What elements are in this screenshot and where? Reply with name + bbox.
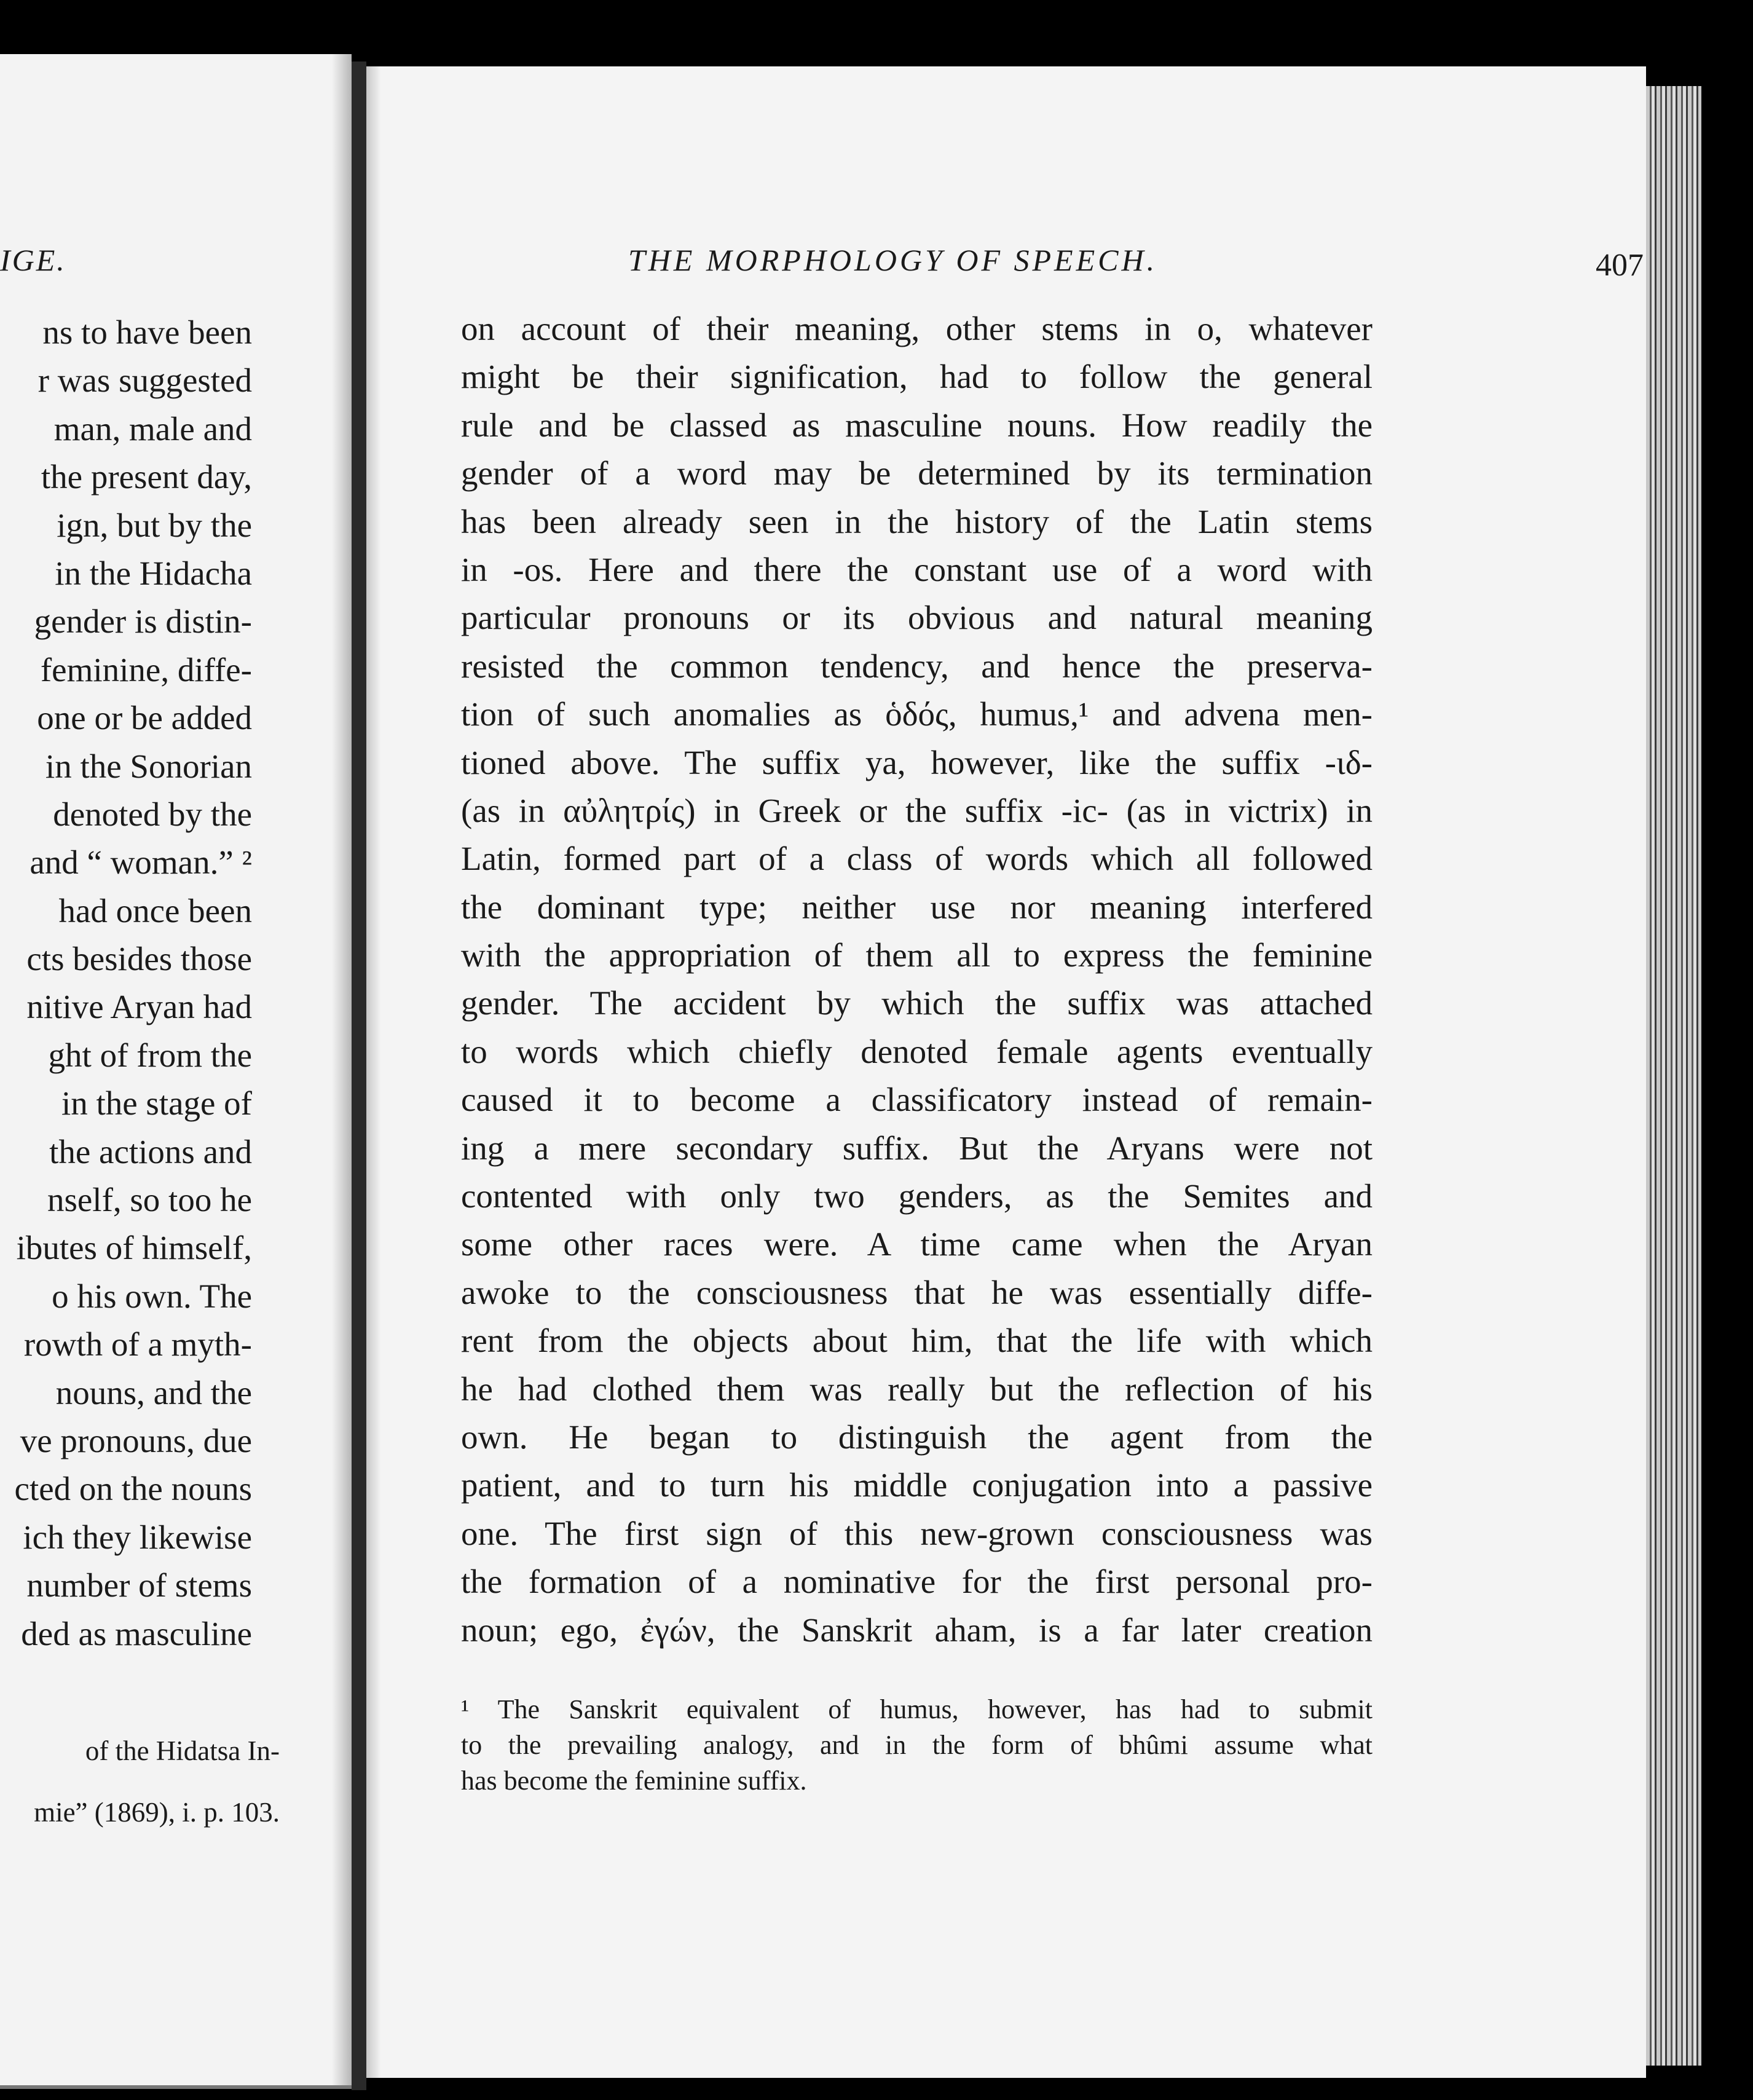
left-text-line: mie” (1869), i. p. 103. [34, 1797, 280, 1828]
text-line: to words which chiefly denoted female agents eventually [461, 1032, 1373, 1070]
left-text-line: ign, but by the [57, 506, 252, 544]
left-text-line: denoted by the [53, 795, 252, 833]
text-line: tioned above. The suffix ya, however, like the suffix -ιδ- [461, 743, 1373, 781]
text-line: (as in αὐλητρίς) in Greek or the suffix -ic- (as in victrix) in [461, 791, 1373, 829]
text-line: ing a mere secondary suffix. But the Aryans were not [461, 1129, 1373, 1167]
left-text-line: ich they likewise [23, 1518, 252, 1556]
page-edge-shadow [366, 66, 381, 2078]
footnote-line: has become the feminine suffix. [461, 1766, 807, 1796]
left-text-line: cted on the nouns [14, 1470, 252, 1508]
left-page [0, 54, 352, 2089]
text-line: patient, and to turn his middle conjugation into a passive [461, 1466, 1373, 1504]
text-line: rent from the objects about him, that the life with which [461, 1322, 1373, 1360]
running-head: THE MORPHOLOGY OF SPEECH. [628, 243, 1158, 277]
book-spine [352, 61, 366, 2090]
text-line: on account of their meaning, other stems in o, whatever [461, 310, 1373, 347]
page-stack-edges [1646, 86, 1701, 2066]
left-text-line: in the Sonorian [45, 747, 252, 785]
text-line: gender of a word may be determined by its termination [461, 454, 1373, 492]
right-page [366, 66, 1646, 2078]
text-line: resisted the common tendency, and hence the preserva- [461, 647, 1373, 685]
left-text-line: nself, so too he [47, 1181, 252, 1219]
text-line: noun; ego, ἐγών, the Sanskrit aham, is a far later creation [461, 1611, 1373, 1649]
text-line: tion of such anomalies as ὁδός, humus,¹ and advena men- [461, 695, 1373, 733]
left-text-line: in the stage of [61, 1084, 252, 1123]
left-text-block [0, 309, 258, 1658]
footnote-line: to the prevailing analogy, and in the form of bhûmi assume what [461, 1730, 1373, 1760]
text-line: might be their signification, had to follow the general [461, 358, 1373, 396]
left-text-line: ded as masculine [21, 1614, 252, 1652]
left-text-line: ve pronouns, due [20, 1421, 252, 1459]
text-line: awoke to the consciousness that he was essentially diffe- [461, 1273, 1373, 1311]
text-line: with the appropriation of them all to express the feminine [461, 936, 1373, 974]
text-line: contented with only two genders, as the Semites and [461, 1177, 1373, 1215]
left-text-line: nitive Aryan had [26, 988, 252, 1026]
text-line: rule and be classed as masculine nouns. How readily the [461, 406, 1373, 444]
left-text-line: gender is distin- [34, 602, 252, 641]
left-text-line: in the Hidacha [55, 554, 252, 592]
page-number: 407 [1596, 248, 1644, 283]
left-text-line: man, male and [53, 409, 252, 448]
page-header [628, 242, 1644, 291]
footnote [461, 1692, 1373, 1799]
text-line: Latin, formed part of a class of words which all followed [461, 840, 1373, 878]
text-line: caused it to become a classificatory instead of remain- [461, 1081, 1373, 1119]
left-text-line: the actions and [49, 1132, 252, 1170]
left-text-line: ght of from the [48, 1036, 252, 1074]
left-text-line: the present day, [41, 458, 252, 496]
left-text-line: ns to have been [42, 314, 252, 351]
text-line: in -os. Here and there the constant use of a word with [461, 550, 1373, 588]
left-text-line: cts besides those [26, 940, 252, 978]
text-line: particular pronouns or its obvious and natural meaning [461, 599, 1373, 637]
left-running-head: IGE. [0, 243, 66, 277]
left-text-line: nouns, and the [55, 1373, 252, 1411]
text-line: gender. The accident by which the suffix was attached [461, 984, 1373, 1022]
left-text-line: had once been [58, 891, 252, 930]
left-text-line: rowth of a myth- [23, 1325, 252, 1364]
text-line: the formation of a nominative for the first personal pro- [461, 1563, 1373, 1601]
left-text-line: feminine, diffe- [40, 650, 252, 689]
left-text-line: and “ woman.” ² [30, 843, 252, 882]
left-footnotes [0, 1720, 283, 1843]
text-line: the dominant type; neither use nor meaning interfered [461, 888, 1373, 926]
footnote-line: ¹ The Sanskrit equivalent of humus, however, has had to submit [461, 1694, 1373, 1724]
text-line: has been already seen in the history of the Latin stems [461, 502, 1373, 540]
text-line: some other races were. A time came when the Aryan [461, 1225, 1373, 1263]
gutter-shadow [332, 54, 352, 2085]
left-text-line: r was suggested [37, 361, 252, 400]
text-line: one. The first sign of this new-grown consciousness was [461, 1514, 1373, 1552]
text-line: own. He began to distinguish the agent from the [461, 1418, 1373, 1456]
text-line: he had clothed them was really but the reflection of his [461, 1370, 1373, 1408]
left-text-line: number of stems [26, 1566, 252, 1605]
left-text-line: one or be added [37, 699, 252, 737]
left-text-line: ibutes of himself, [16, 1229, 252, 1267]
left-text-line: o his own. The [52, 1277, 252, 1315]
left-text-line: of the Hidatsa In- [85, 1735, 280, 1766]
body-text [461, 305, 1373, 1654]
